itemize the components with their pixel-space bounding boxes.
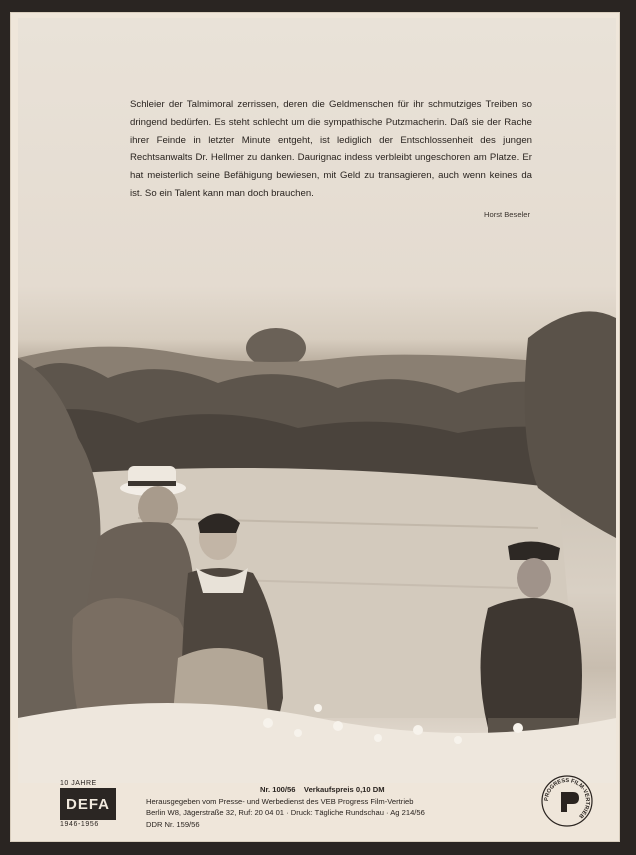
sale-price: Verkaufspreis 0,10 DM bbox=[303, 785, 385, 794]
publication-info bbox=[146, 784, 425, 830]
stamp-ring-text: PROGRESS FILM-VERTRIEB bbox=[543, 777, 591, 820]
article-text bbox=[130, 96, 532, 203]
issue-number: Nr. 100/56 bbox=[260, 785, 296, 794]
logo-mark: DEFA bbox=[60, 788, 116, 820]
publisher-line: Herausgegeben vom Presse- und Werbedienst des VEB Progress Film-Vertrieb bbox=[146, 796, 414, 806]
flyer-footer bbox=[0, 760, 636, 850]
progress-stamp-icon bbox=[540, 774, 594, 828]
ddr-number: DDR Nr. 159/56 bbox=[146, 819, 200, 829]
defa-logo bbox=[60, 780, 122, 828]
logo-anniversary-text: 10 JAHRE bbox=[60, 780, 97, 787]
article-author: Horst Beseler bbox=[483, 210, 530, 219]
logo-years: 1946-1956 bbox=[60, 821, 99, 828]
number-price-row bbox=[146, 784, 425, 796]
address-line: Berlin W8, Jägerstraße 32, Ruf: 20 04 01 · Druck: Tägliche Rundschau · Ag 214/56 bbox=[146, 808, 425, 818]
film-still-photo bbox=[18, 18, 616, 783]
article-paragraph: Schleier der Talmimoral zerrissen, deren die Geldmenschen für ihr schmutziges Treiben so dringend bedürfen. Es steht schlecht um die sympathische Putzmacherin. Daß sie der Rache ihrer Feinde in letzter Minute entgeht, ist lediglich der Entschlossenheit des jungen Rechtsanwalts Dr. Hellmer zu danken. Daurignac indess verbleibt ungeschoren am Platze. Er hat meisterlich seine Befähigung bewiesen, mit Geld zu transagieren, auch wenn keines da ist. So ein Talent kann man doch brauchen. bbox=[130, 99, 532, 199]
